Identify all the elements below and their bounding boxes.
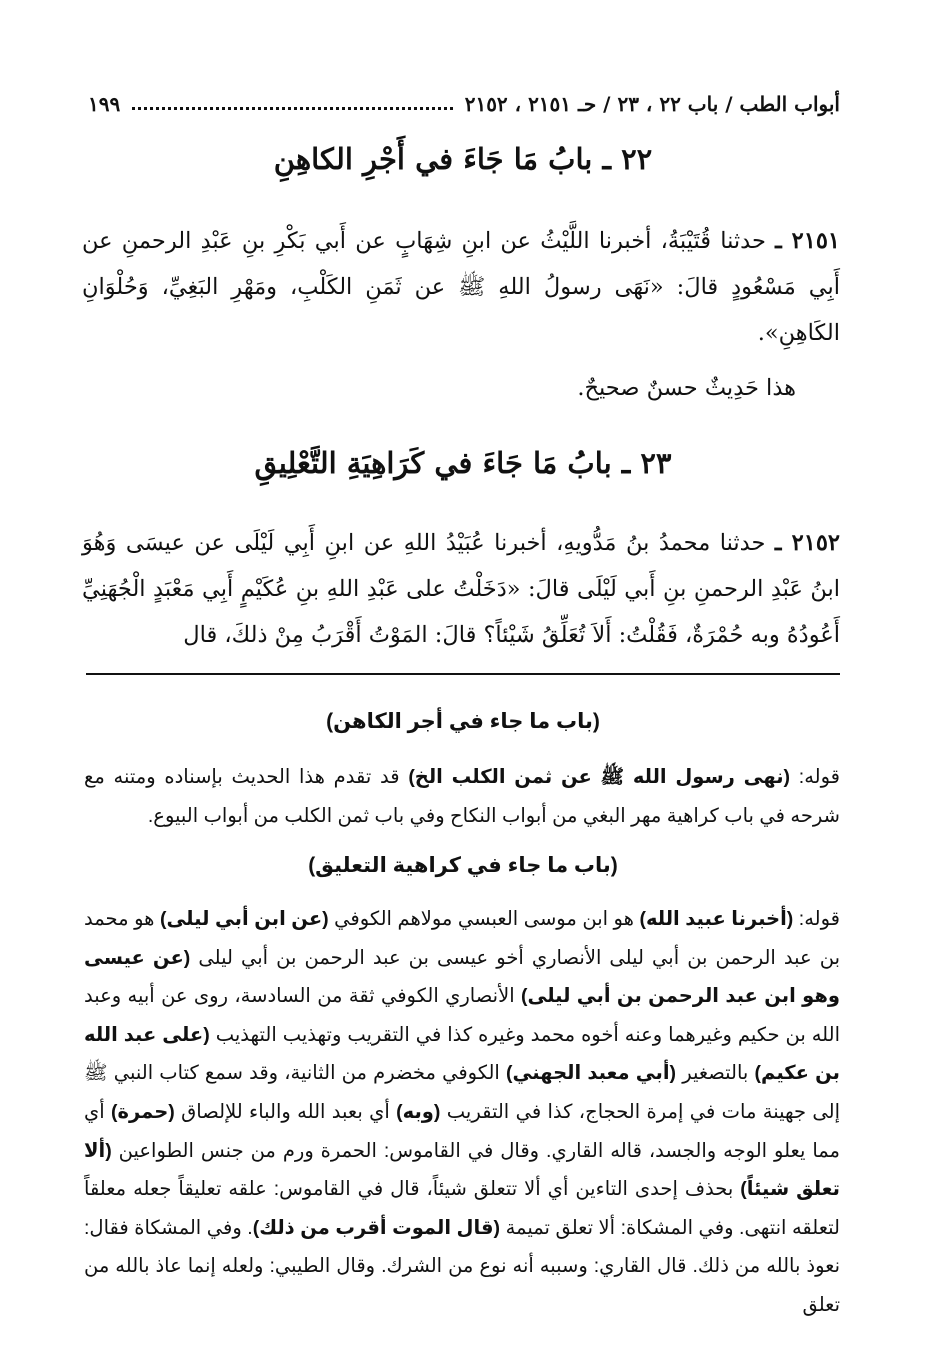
commentary-paragraph	[84, 900, 840, 1325]
commentary-quote: (عن عيسى وهو ابن عبد الرحمن بن أبي ليلى)	[84, 946, 841, 1008]
commentary-text: بالتصغير	[676, 1062, 755, 1085]
hadith-2152	[82, 520, 840, 658]
commentary-quote: (نهى رسول الله ﷺ عن ثمن الكلب الخ)	[408, 766, 791, 788]
hadith-2151	[82, 218, 840, 356]
commentary-quote: (على عبد الله بن عكيم)	[84, 1023, 840, 1085]
page-number: ١٩٩	[88, 92, 121, 116]
commentary-text: قوله:	[790, 766, 840, 788]
commentary-text: هو ابن موسى العبسي مولاهم الكوفي	[328, 908, 640, 930]
running-title: أبواب الطب / باب ٢٢ ، ٢٣ / حـ ٢١٥١ ، ٢١٥٢	[464, 92, 840, 116]
commentary-quote: (قال الموت أقرب من ذلك)	[252, 1216, 501, 1239]
hadith-number: ٢١٥٢ ـ	[774, 530, 840, 556]
footnote-separator	[86, 673, 840, 675]
running-header	[88, 86, 840, 116]
commentary-text: الأنصاري الكوفي ثقة من السادسة، روى عن أبيه وعبد الله بن حكيم وغيرهما وعنه أخوه محمد وغيره كذا في التقريب وتهذيب التهذيب	[84, 985, 840, 1046]
hadith-text: حدثنا قُتَيْبَةُ، أخبرنا اللَّيْثُ عن ابنِ شِهَابٍ عن أَبي بَكْرِ بنِ عَبْدِ الرحمنِ عن أَبِي مَسْعُودٍ قالَ: «نَهَى رسولُ اللهِ ﷺ عن ثَمَنِ الكَلْبِ، ومَهْرِ البَغِيِّ، وَحُلْوَانِ الكَاهِنِ».	[82, 228, 840, 346]
commentary-section-1-title: (باب ما جاء في أجر الكاهن)	[326, 710, 600, 733]
commentary-text: هو محمد بن عبد الرحمن بن أبي ليلى الأنصاري أخو عيسى بن عبد الرحمن بن أبي ليلى	[84, 908, 840, 969]
commentary-text: الكوفي مخضرم من الثانية، وقد سمع كتاب النبي ﷺ إلى جهينة مات في إمرة الحجاج، كذا في التقريب	[84, 1062, 840, 1123]
commentary-section-1	[84, 758, 840, 835]
commentary-text: قوله:	[793, 908, 840, 930]
commentary-quote: (أخبرنا عبيد الله)	[639, 908, 794, 930]
commentary-section-2	[84, 900, 840, 1325]
commentary-quote: (عن ابن أبي ليلى)	[159, 908, 329, 930]
commentary-text: . وفي المشكاة فقال: نعوذ بالله من ذلك. قال القاري: وسببه أنه نوع من الشرك. وقال الطيبي: ولعله إنما عاذ بالله من تعلق	[84, 1216, 840, 1316]
hadith-text: حدثنا محمدُ بنُ مَدُّويهِ، أخبرنا عُبَيْدُ اللهِ عن ابنِ أَبِي لَيْلَى عن عيسَى وَهُوَ ابنُ عَبْدِ الرحمنِ بنِ أَبي لَيْلَى قالَ: «دَخَلْتُ على عَبْدِ اللهِ بنِ عُكَيْمٍ أَبِي مَعْبَدٍ الْجُهَنِيِّ أَعُودُهُ وبه حُمْرَةٌ، فَقُلْتُ: أَلاَ تُعَلِّقُ شَيْئاً؟ قالَ: المَوْتُ أَقْرَبُ مِنْ ذلكَ، قال	[82, 530, 840, 648]
commentary-section-2-title: (باب ما جاء في كراهية التعليق)	[308, 854, 618, 877]
commentary-paragraph	[84, 758, 840, 835]
hadith-grading: هذا حَدِيثٌ حسنٌ صحيحٌ.	[577, 375, 796, 401]
commentary-quote: (حمرة)	[111, 1100, 175, 1123]
header-dot-leader	[132, 107, 452, 110]
commentary-quote: (أبي معبد الجهني)	[506, 1062, 677, 1085]
commentary-quote: (وبه)	[396, 1100, 441, 1123]
hadith-number: ٢١٥١ ـ	[775, 228, 840, 254]
commentary-quote: (ألا تعلق شيئاً)	[84, 1139, 840, 1201]
chapter-23-title: ٢٣ ـ بابُ مَا جَاءَ في كَرَاهِيَةِ التَّعْلِيقِ	[254, 446, 672, 480]
commentary-text: قد تقدم هذا الحديث بإسناده ومتنه مع شرحه في باب كراهية مهر البغي من أبواب النكاح وفي باب ثمن الكلب من أبواب البيوع.	[84, 766, 840, 827]
chapter-22-title: ٢٢ ـ بابُ مَا جَاءَ في أَجْرِ الكاهِنِ	[273, 142, 653, 176]
commentary-text: بحذف إحدى التاءين أي ألا تتعلق شيئاً، قال في القاموس: علقه تعليقاً جعله معلقاً لتعلقه انتهى. وفي المشكاة: ألا تعلق تميمة	[84, 1178, 840, 1239]
commentary-text: أي مما يعلو الوجه والجسد، قاله القاري. وقال في القاموس: الحمرة ورم من جنس الطواعين	[84, 1100, 840, 1162]
commentary-text: أي بعبد الله والباء للإلصاق	[174, 1100, 397, 1123]
